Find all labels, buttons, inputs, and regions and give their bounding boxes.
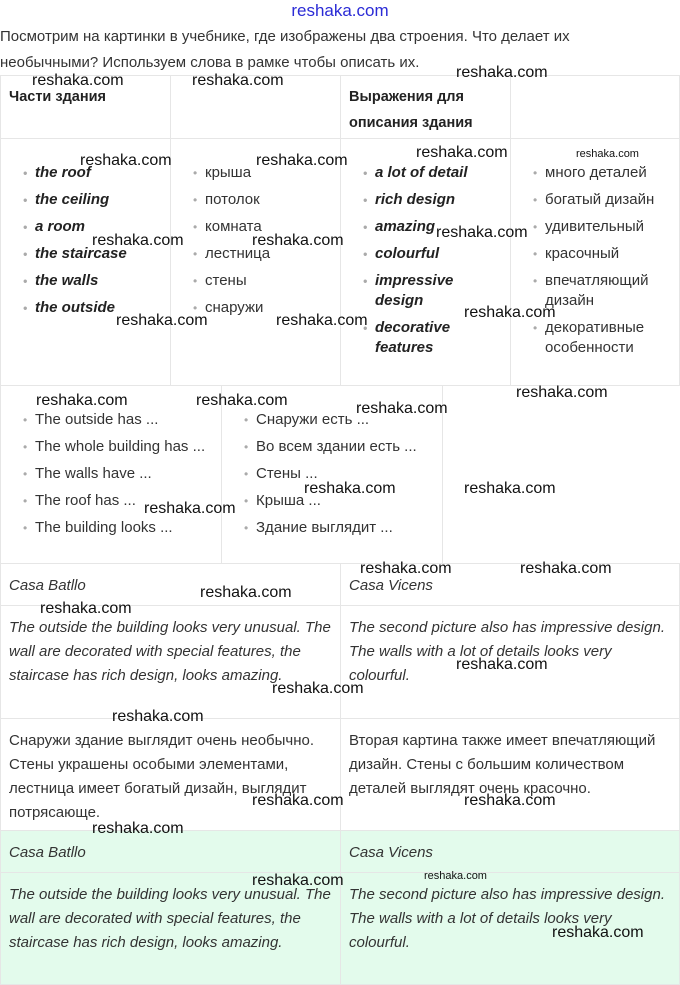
watermark: reshaka.com <box>200 584 292 601</box>
expr-en-cell <box>340 138 511 386</box>
list-item: • a lot of detail <box>363 163 504 183</box>
casa-batllo-en: The outside the building looks very unusual. The wall are decorated with special features, the staircase has rich design, looks amazing. <box>0 605 341 719</box>
list-item: • colourful <box>363 244 504 264</box>
list-item: • комната <box>193 217 340 237</box>
list-item: • the outside <box>23 298 170 318</box>
list-item: • стены <box>193 271 340 291</box>
watermark: reshaka.com <box>40 600 132 617</box>
watermark: reshaka.com <box>464 304 556 321</box>
list-item: • декоративные особенности <box>533 318 673 358</box>
list-item: • the staircase <box>23 244 170 264</box>
list-item: • amazing <box>363 217 504 237</box>
list-item: • the ceiling <box>23 190 170 210</box>
list-item: • снаружи <box>193 298 340 318</box>
list-item: • впечатляющий дизайн <box>533 271 673 311</box>
bullet-list <box>23 410 221 538</box>
watermark: reshaka.com <box>92 232 184 249</box>
watermark: reshaka.com <box>196 392 288 409</box>
header-parts-label: Части здания <box>9 89 106 105</box>
expr-ru-cell <box>510 138 680 386</box>
list-item: • The roof has ... <box>23 491 221 511</box>
bullet-list <box>533 163 673 358</box>
list-item: • The walls have ... <box>23 464 221 484</box>
watermark: reshaka.com <box>252 232 344 249</box>
list-item: • богатый дизайн <box>533 190 673 210</box>
list-item: • удивительный <box>533 217 673 237</box>
casa-vicens-ru: Вторая картина также имеет впечатляющий дизайн. Стены с большим количеством деталей выглядят очень красочно. <box>340 718 680 831</box>
casa-vicens-title-highlight: Casa Vicens <box>340 830 680 873</box>
watermark: reshaka.com <box>356 400 448 417</box>
watermark: reshaka.com <box>576 148 639 160</box>
header-expressions <box>340 75 511 139</box>
list-item: • decorative features <box>363 318 504 358</box>
casa-batllo-ru: Снаружи здание выглядит очень необычно. Стены украшены особыми элементами, лестница имеет богатый дизайн, выглядит потрясающе. <box>0 718 341 831</box>
parts-en-cell <box>0 138 171 386</box>
watermark: reshaka.com <box>464 480 556 497</box>
watermark: reshaka.com <box>304 480 396 497</box>
casa-vicens-title: Casa Vicens <box>340 563 680 606</box>
watermark: reshaka.com <box>416 144 508 161</box>
list-item: • The whole building has ... <box>23 437 221 457</box>
watermark: reshaka.com <box>276 312 368 329</box>
watermark: reshaka.com <box>252 792 344 809</box>
header-empty-2 <box>510 75 680 139</box>
watermark: reshaka.com <box>436 224 528 241</box>
watermark: reshaka.com <box>456 656 548 673</box>
list-item: • the roof <box>23 163 170 183</box>
casa-vicens-en: The second picture also has impressive design. The walls with a lot of details looks very colourful. <box>340 605 680 719</box>
list-item: • крыша <box>193 163 340 183</box>
casa-vicens-en-highlight: The second picture also has impressive design. The walls with a lot of details looks very colourful. <box>340 872 680 985</box>
list-item: • красочный <box>533 244 673 264</box>
list-item: • потолок <box>193 190 340 210</box>
list-item: • Снаружи есть ... <box>244 410 442 430</box>
list-item: • rich design <box>363 190 504 210</box>
watermark: reshaka.com <box>112 708 204 725</box>
bullet-list <box>363 163 504 358</box>
list-item: • The building looks ... <box>23 518 221 538</box>
list-item: • лестница <box>193 244 340 264</box>
watermark: reshaka.com <box>192 72 284 89</box>
casa-batllo-title: Casa Batllo <box>0 563 341 606</box>
list-item: • Крыша ... <box>244 491 442 511</box>
site-watermark-link[interactable]: reshaka.com <box>291 1 389 20</box>
watermark: reshaka.com <box>80 152 172 169</box>
list-item: • Во всем здании есть ... <box>244 437 442 457</box>
list-item: • Стены ... <box>244 464 442 484</box>
list-item: • The outside has ... <box>23 410 221 430</box>
casa-batllo-title-highlight: Casa Batllo <box>0 830 341 873</box>
phrases-en-cell <box>0 385 222 564</box>
watermark: reshaka.com <box>360 560 452 577</box>
header-expressions-label: Выражения для описания здания <box>349 89 473 131</box>
watermark: reshaka.com <box>32 72 124 89</box>
watermark: reshaka.com <box>552 924 644 941</box>
watermark: reshaka.com <box>272 680 364 697</box>
parts-ru-cell <box>170 138 341 386</box>
list-item: • a room <box>23 217 170 237</box>
watermark: reshaka.com <box>464 792 556 809</box>
watermark: reshaka.com <box>92 820 184 837</box>
watermark: reshaka.com <box>36 392 128 409</box>
intro-text: Посмотрим на картинки в учебнике, где изображены два строения. Что делает их необычными? Используем слова в рамке чтобы описать их. <box>0 28 570 71</box>
watermark: reshaka.com <box>516 384 608 401</box>
watermark: reshaka.com <box>116 312 208 329</box>
watermark: reshaka.com <box>520 560 612 577</box>
watermark: reshaka.com <box>456 64 548 81</box>
watermark: reshaka.com <box>256 152 348 169</box>
list-item: • the walls <box>23 271 170 291</box>
casa-batllo-en-highlight: The outside the building looks very unusual. The wall are decorated with special features, the staircase has rich design, looks amazing. <box>0 872 341 985</box>
bullet-list <box>244 410 442 538</box>
list-item: • impressive design <box>363 271 504 311</box>
watermark: reshaka.com <box>252 872 344 889</box>
watermark: reshaka.com <box>144 500 236 517</box>
list-item: • Здание выглядит ... <box>244 518 442 538</box>
watermark: reshaka.com <box>424 870 487 882</box>
list-item: • много деталей <box>533 163 673 183</box>
